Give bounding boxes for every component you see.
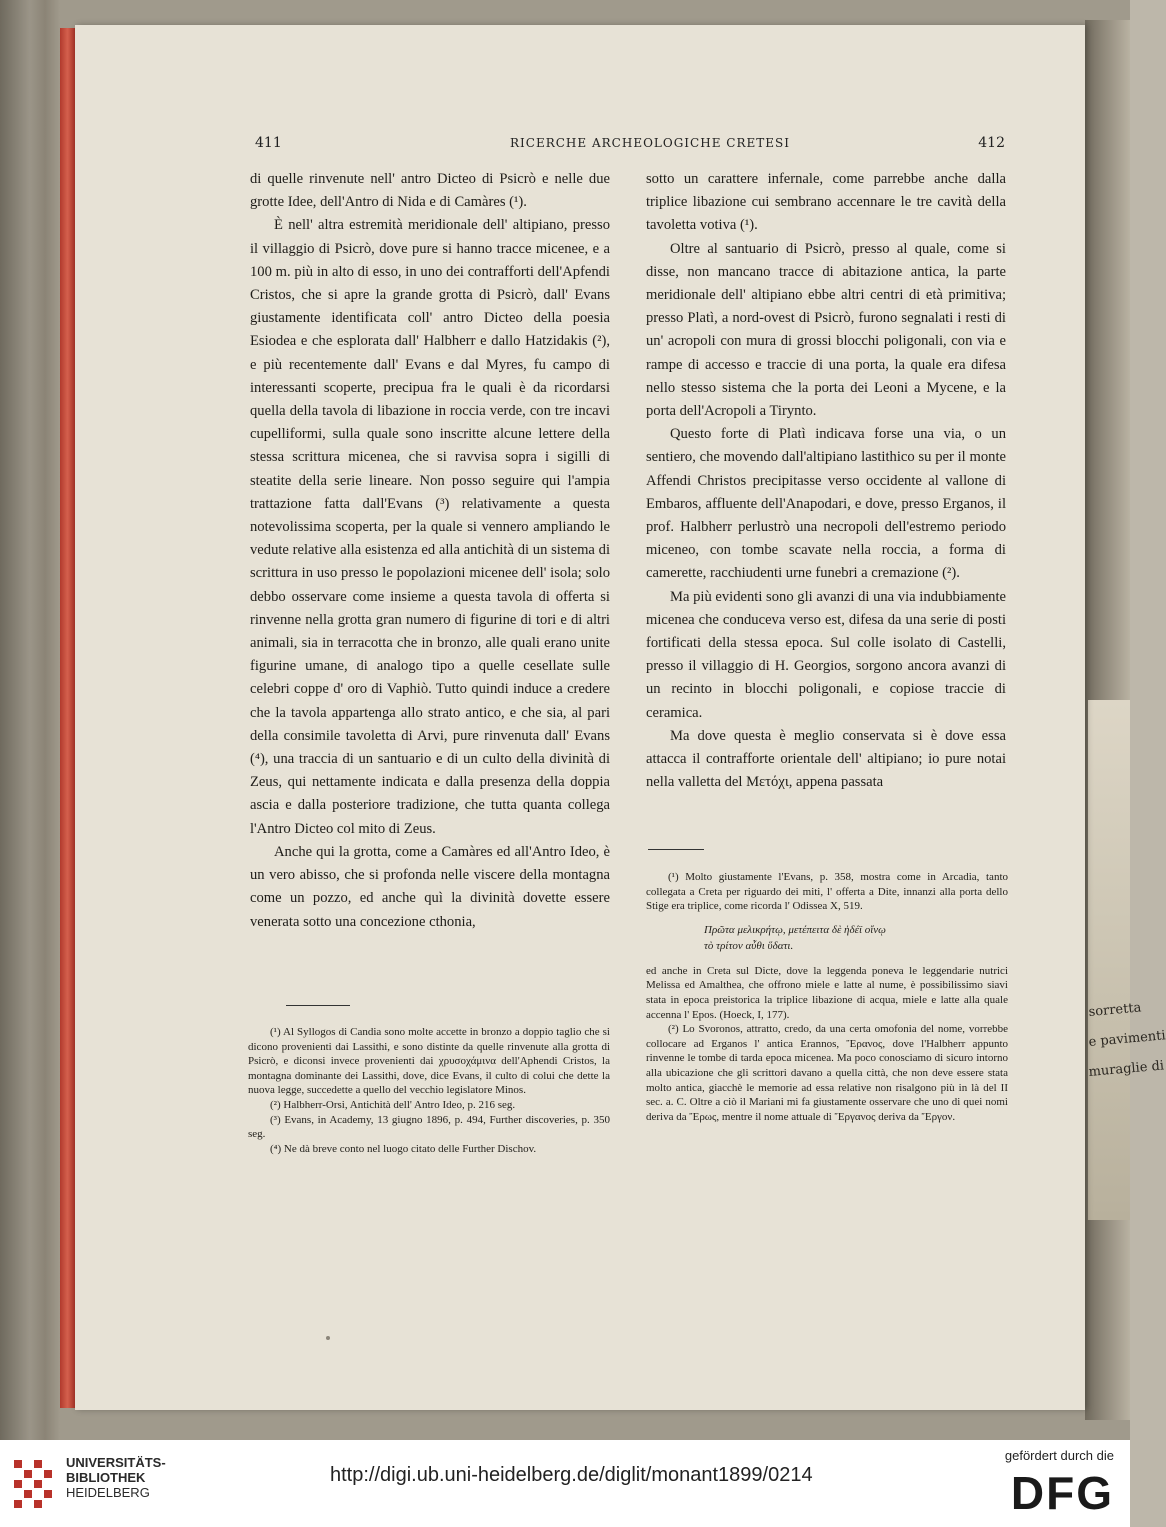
paper-speck xyxy=(326,1336,330,1340)
footnote: (⁴) Ne dà breve conto nel luogo citato delle Further Dischov. xyxy=(270,1142,537,1155)
footnote-continuation: ed anche in Creta sul Dicte, dove la leggenda poneva le leggendarie nutrici Melissa ed Amalthea, che offrono miele e latte al nume, è possibilissimo siavi stata in epoca preistorica la triplice libazione di acqua, miele e latte alla quale accenna l' Epos. (Hoeck, I, 177). xyxy=(646,964,1008,1021)
paragraph: sotto un carattere infernale, come parrebbe anche dalla triplice libazione cui sembrano accennare le tre cavità della tavoletta votiva (¹). xyxy=(646,171,1006,234)
right-column xyxy=(646,168,1006,794)
paragraph: Ma più evidenti sono gli avanzi di una via indubbiamente micenea che conduceva verso est, difesa da una serie di posti fortificati della stessa epoca. Sul colle isolato di Castelli, presso il villaggio di H. Georgios, sorgono ancora avanzi di un recinto in blocchi poligonali, e copiose traccie di ceramica. xyxy=(646,588,1006,721)
paragraph: Questo forte di Platì indicava forse una via, o un sentiero, che movendo dall'altipiano lastithico su per il monte Affendi Christos precipitasse verso occidente al vallone di Embaros, affluente dell'Anapodari, e dove, presso Erganos, il prof. Halbherr perlustrò una necropoli dell'estremo periodo miceneo, con tombe scavate nella roccia, a forma di camerette, racchiudenti urne funebri a cremazione (²). xyxy=(646,426,1006,582)
funding-text: gefördert durch die xyxy=(1004,1448,1114,1463)
paragraph: Anche qui la grotta, come a Camàres ed all'Antro Ideo, è un vero abisso, che si profonda nelle viscere della montagna come un pozzo, ed anche quì la divinità dovette essere venerata sotto una concezione cthonia, xyxy=(250,843,610,930)
footnote: (³) Evans, in Academy, 13 giugno 1896, p. 494, Further discoveries, p. 350 seg. xyxy=(248,1113,610,1141)
footnote: (¹) Al Syllogos di Candia sono molte accette in bronzo a doppio taglio che si dicono provenienti dai Lassithi, e sono distinte da quelle rinvenute alla grotta di Psicrò, e diconsi invece provenienti dai χρυσοχάμινα dell'Aphendi Cristos, la montagna dominante dei Lassithi, dove, dice Evans, il culto di colui che dette la nuova legge, succedette a quello del vecchio legislatore Minos. xyxy=(248,1026,610,1097)
red-page-edge xyxy=(60,28,75,1408)
footnotes-right xyxy=(646,870,1008,1124)
institution-name: UNIVERSITÄTS- BIBLIOTHEK HEIDELBERG xyxy=(66,1455,166,1500)
footnote: (²) Halbherr-Orsi, Antichità dell' Antro Ideo, p. 216 seg. xyxy=(270,1098,516,1111)
side-fragment: e pavimenti xyxy=(1088,1028,1166,1050)
page-header xyxy=(255,135,1005,155)
greek-verse xyxy=(646,922,1008,954)
running-title: RICERCHE ARCHEOLOGICHE CRETESI xyxy=(510,136,790,150)
paragraph: Oltre al santuario di Psicrò, presso al quale, come si disse, non mancano tracce di abitazione antica, la parte meridionale dell' altipiano ebbe altri centri di età primitiva; presso Platì, a nord-ovest di Psicrò, furono segnalati i resti di un' acropoli con mura di grossi blocchi poligonali, con via e rampe di accesso e traccie di una porta, la quale era difesa nello stesso sistema che la porta dei Leoni a Mycene, e la porta dell'Acropoli a Tirynto. xyxy=(646,240,1006,420)
page-number-right: 412 xyxy=(978,135,1005,151)
footnote: (¹) Molto giustamente l'Evans, p. 358, mostra come in Arcadia, tanto collegata a Creta per riguardo dei miti, l' offerta a Dite, innanzi alla porta dello Stige era triplice, come ricorda l' Odissea X, 519. xyxy=(646,871,1008,913)
university-seal-icon xyxy=(10,1454,60,1514)
document-url-link[interactable]: http://digi.ub.uni-heidelberg.de/diglit/monant1899/0214 xyxy=(330,1464,813,1486)
page-number-left: 411 xyxy=(255,135,282,151)
left-column xyxy=(250,168,610,934)
footnote-separator-right xyxy=(648,849,704,850)
side-fragment: sorretta xyxy=(1088,1000,1142,1020)
footnote-separator-left xyxy=(286,1005,350,1006)
adjacent-page-fragment xyxy=(1088,700,1166,1220)
paragraph: Ma dove questa è meglio conservata si è dove essa attacca il contrafforte orientale dell' altipiano; io pure notai nella valletta del Μετόχι, appena passata xyxy=(646,727,1006,791)
viewer-footer xyxy=(0,1440,1130,1527)
paragraph: È nell' altra estremità meridionale dell' altipiano, presso il villaggio di Psicrò, dove pure si hanno tracce micenee, e a 100 m. più in alto di esso, in uno dei contrafforti dell'Apfendi Cristos, che si apre la grande grotta di Psicrò, dall' Evans giustamente identificata coll' antro Dicteo della poesia Esiodea e che esplorata dall' Halbherr e dallo Hatzidakis (²), e più recentemente dall' Evans e dal Myres, fu campo di interessanti scoperte, precipua fra le quali è da ricordarsi quella della tavola di libazione in roccia verde, con tre incavi cupelliformi, sulla quale sono inscritte alcune lettere della stessa scrittura micenea, che si ravvisa sopra i sigilli di steatite della serie lineare. Non posso seguire qui l'ampia trattazione fatta dall'Evans (³) relativamente a questa notevolissima scoperta, per la quale si vennero ampliando le vedute relative alla esistenza ed alla antichità di un sistema di scrittura in uso presso le popolazioni micenee dell' isola; solo debbo osservare come insieme a questa tavola di offerta si rinvenne nella grotta gran numero di figurine di tori e di altri animali, sia in terracotta che in bronzo, alle quali erano unite figurine umane, di analogo tipo a quelle cesellate sulle celebri coppe d' oro di Vaphiò. Tutto quindi induce a credere che la tavola appartenga allo strato antico, e che sia, al pari della consimile tavoletta di Arvi, pure rinvenuta dall' Evans (⁴), una traccia di un santuario e di un culto della divinità di Zeus, qui nettamente indicata e dalla presenza della doppia ascia e dalla posteriore tradizione, che tutta quanta collega l'Antro Dicteo col mito di Zeus. xyxy=(250,217,610,837)
footnote: (²) Lo Svoronos, attratto, credo, da una certa omofonia del nome, vorrebbe collocare ad Erganos l' antica Erannos, Ἔρανος, dove l'Halbherr appunto rinvenne le tombe di tarda epoca micenea. Ma poco conosciamo di sicuro intorno alla ubicazione che gli scrittori davano a quella città, che non deve essere stata molto antica, giacchè le memorie ad essa relative non risalgono più in là del II sec. a. C. Oltre a ciò il Mariani mi fa giustamente osservare che uno di quei nomi deriva da Ἔρως, mentre il nome attuale di Ἔργανος deriva da Ἔργον. xyxy=(646,1023,1008,1123)
paragraph: di quelle rinvenute nell' antro Dicteo di Psicrò e nelle due grotte Idee, dell'Antro di Nida e di Camàres (¹). xyxy=(250,171,610,211)
side-fragment: muraglie di xyxy=(1088,1058,1165,1080)
verse-line: Πρῶτα μελικρήτῳ, μετέπειτα δὲ ἡδέϊ οἴνῳ xyxy=(704,923,886,936)
verse-line: τὸ τρίτον αὖθι ὕδατι. xyxy=(704,939,794,952)
dfg-logo: DFG xyxy=(1010,1467,1114,1519)
footnotes-left xyxy=(248,1025,610,1156)
